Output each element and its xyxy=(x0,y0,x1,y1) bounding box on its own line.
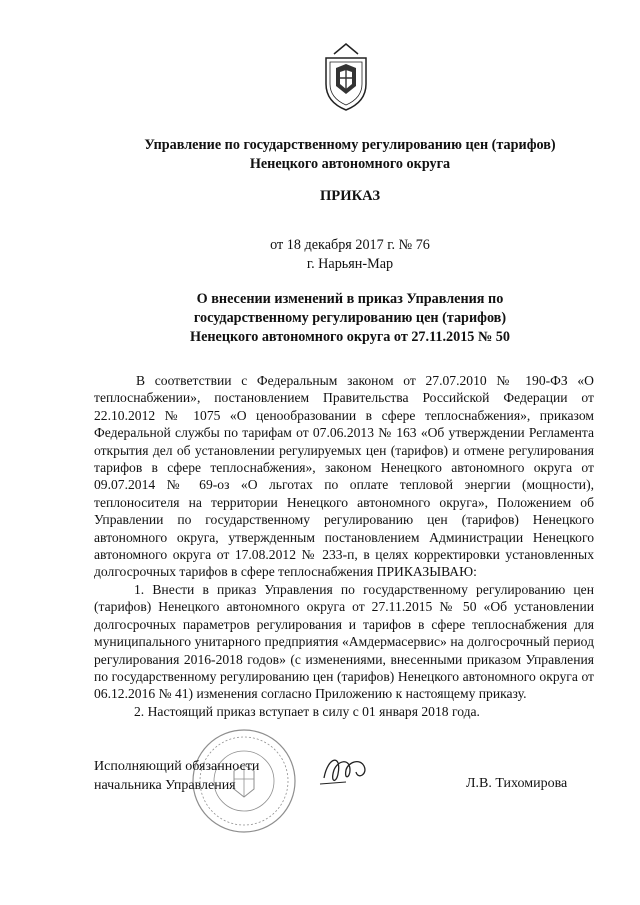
handwritten-signature-icon xyxy=(316,748,378,792)
coat-of-arms-icon xyxy=(320,40,372,112)
subject-line-1: О внесении изменений в приказ Управления по xyxy=(196,291,504,307)
order-item-2: 2. Настоящий приказ вступает в силу с 01 января 2018 года. xyxy=(134,703,480,719)
signer-name: Л.В. Тихомирова xyxy=(466,776,568,791)
organization-name xyxy=(60,136,640,174)
org-line-1: Управление по государственному регулированию цен (тарифов) xyxy=(144,137,556,153)
order-date-number: от 18 декабря 2017 г. № 76 xyxy=(270,237,430,253)
order-body xyxy=(94,372,594,720)
signer-position xyxy=(94,757,259,795)
document-type: ПРИКАЗ xyxy=(319,188,381,204)
order-subject xyxy=(60,290,640,347)
order-item-1: 1. Внести в приказ Управления по государственному регулированию цен (тарифов) Ненецкого автономного округа от 27.11.2015 № 50 «Об установлении долгосрочных параметров регулирования и тарифов в сфере теплоснабжения для муниципального унитарного предприятия «Амдермасервис» на долгосрочный период регулирования 2016-2018 годов» (с изменениями, внесенными приказом Управления по государственному регулированию цен (тарифов) Ненецкого автономного округа от 06.12.2016 № 41) изменения согласно Приложению к настоящему приказу. xyxy=(94,581,594,702)
city: г. Нарьян-Мар xyxy=(306,256,394,272)
signer-position-line-2: начальника Управления xyxy=(94,778,236,793)
preamble-paragraph: В соответствии с Федеральным законом от 27.07.2010 № 190-ФЗ «О теплоснабжении», постановлением Правительства Российской Федерации от 22.10.2012 № 1075 «О ценообразовании в сфере теплоснабжения», приказом Федеральной службы по тарифам от 07.06.2013 № 163 «Об утверждении Регламента открытия дел об установлении регулируемых цен (тарифов) и отмене регулирования тарифов в сфере теплоснабжения», законом Ненецкого автономного округа от 09.07.2014 № 69-оз «О льготах по оплате тепловой энергии (мощности), теплоносителя на территории Ненецкого автономного округа», Положением об Управлении по государственному регулированию цен (тарифов) Ненецкого автономного округа, утвержденным постановлением Администрации Ненецкого автономного округа от 17.08.2012 № 233-п, в целях корректировки установленных долгосрочных тарифов в сфере теплоснабжения ПРИКАЗЫВАЮ: xyxy=(94,373,594,580)
subject-line-2: государственному регулированию цен (тарифов) xyxy=(193,310,507,326)
subject-line-3: Ненецкого автономного округа от 27.11.2015 № 50 xyxy=(190,329,510,345)
signer-position-line-1: Исполняющий обязанности xyxy=(94,759,260,774)
org-line-2: Ненецкого автономного округа xyxy=(249,156,451,172)
